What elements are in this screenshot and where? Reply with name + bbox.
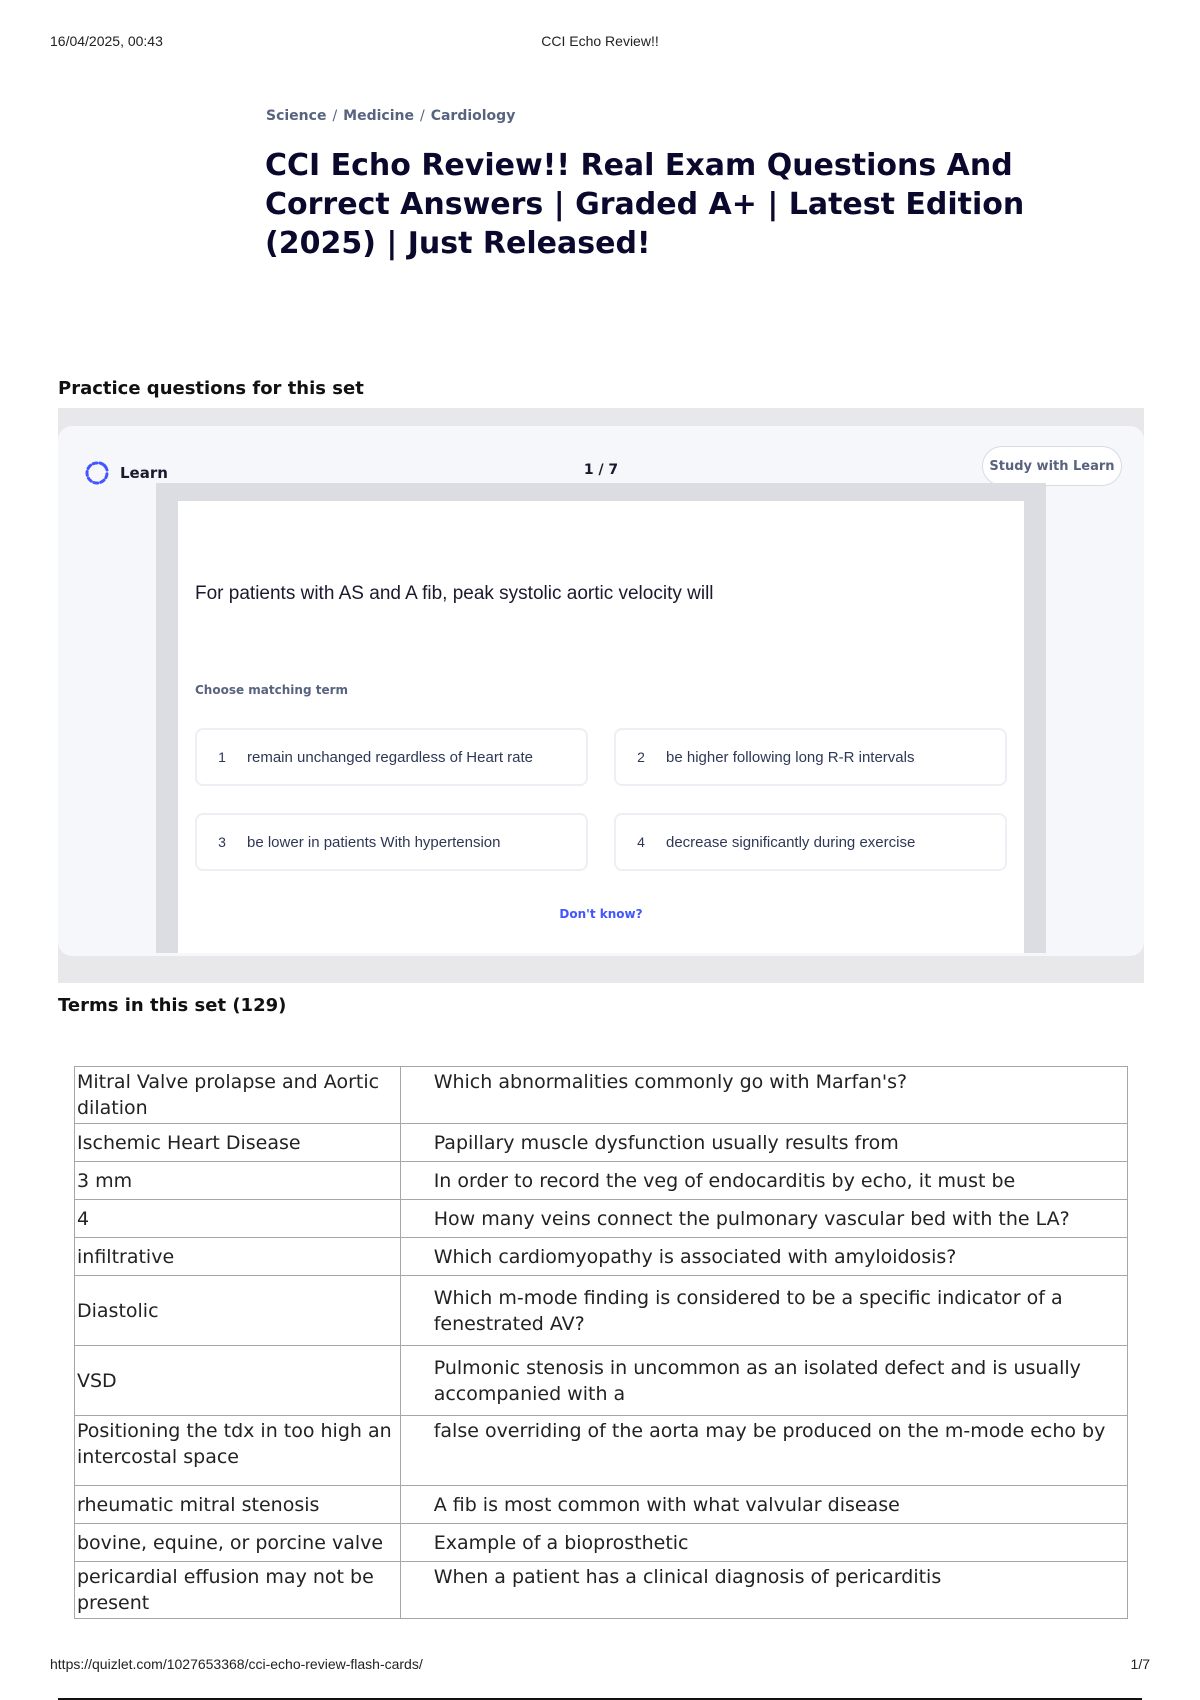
breadcrumb-separator: / <box>419 108 425 124</box>
term-cell: Diastolic <box>75 1276 401 1346</box>
print-page-number: 1/7 <box>1130 1656 1150 1672</box>
print-url: https://quizlet.com/1027653368/cci-echo-review-flash-cards/ <box>50 1656 423 1672</box>
option-number: 3 <box>218 834 226 850</box>
breadcrumb-item-cardiology[interactable]: Cardiology <box>430 108 516 124</box>
definition-cell: Example of a bioprosthetic <box>400 1524 1127 1562</box>
print-date: 16/04/2025, 00:43 <box>50 33 163 49</box>
option-text: be lower in patients With hypertension <box>247 833 501 851</box>
definition-cell: Which m-mode finding is considered to be a specific indicator of a fenestrated AV? <box>400 1276 1127 1346</box>
option-number: 2 <box>637 749 645 765</box>
table-row <box>75 1562 1128 1619</box>
term-cell: infiltrative <box>75 1238 401 1276</box>
breadcrumb-separator: / <box>332 108 338 124</box>
term-cell: pericardial effusion may not be present <box>75 1562 401 1619</box>
terms-heading: Terms in this set (129) <box>58 995 287 1016</box>
table-row <box>75 1524 1128 1562</box>
breadcrumb <box>266 108 515 124</box>
definition-cell: In order to record the veg of endocarditis by echo, it must be <box>400 1162 1127 1200</box>
answer-option-1[interactable] <box>195 728 588 786</box>
definition-cell: Papillary muscle dysfunction usually results from <box>400 1124 1127 1162</box>
table-row <box>75 1200 1128 1238</box>
learn-widget <box>58 408 1144 983</box>
question-prompt: For patients with AS and A fib, peak systolic aortic velocity will <box>195 583 714 604</box>
question-card <box>178 501 1024 953</box>
option-text: remain unchanged regardless of Heart rate <box>247 748 533 766</box>
answer-option-4[interactable] <box>614 813 1007 871</box>
answer-option-3[interactable] <box>195 813 588 871</box>
definition-cell: A fib is most common with what valvular disease <box>400 1486 1127 1524</box>
question-frame <box>156 483 1046 953</box>
term-cell: 3 mm <box>75 1162 401 1200</box>
definition-cell: Which abnormalities commonly go with Marfan's? <box>400 1067 1127 1124</box>
definition-cell: How many veins connect the pulmonary vascular bed with the LA? <box>400 1200 1127 1238</box>
print-header <box>50 33 1150 53</box>
table-row <box>75 1486 1128 1524</box>
print-footer <box>50 1656 1150 1676</box>
table-row <box>75 1416 1128 1486</box>
table-row <box>75 1238 1128 1276</box>
question-progress: 1 / 7 <box>583 462 619 478</box>
option-text: be higher following long R-R intervals <box>666 748 915 766</box>
definition-cell: Pulmonic stenosis in uncommon as an isolated defect and is usually accompanied with a <box>400 1346 1127 1416</box>
table-row <box>75 1162 1128 1200</box>
definition-cell: When a patient has a clinical diagnosis of pericarditis <box>400 1562 1127 1619</box>
terms-table <box>74 1066 1128 1619</box>
breadcrumb-item-medicine[interactable]: Medicine <box>343 108 414 124</box>
option-number: 1 <box>218 749 226 765</box>
page-title: CCI Echo Review!! Real Exam Questions And Correct Answers | Graded A+ | Latest Edition (2025) | Just Released! <box>265 148 1025 261</box>
learn-label-text: Learn <box>120 464 168 482</box>
choose-matching-term-label: Choose matching term <box>195 683 349 697</box>
practice-heading: Practice questions for this set <box>58 378 364 399</box>
term-cell: Ischemic Heart Disease <box>75 1124 401 1162</box>
term-cell: Positioning the tdx in too high an intercostal space <box>75 1416 401 1486</box>
print-doc-title: CCI Echo Review!! <box>541 33 659 49</box>
definition-cell: false overriding of the aorta may be produced on the m-mode echo by <box>400 1416 1127 1486</box>
answer-option-2[interactable] <box>614 728 1007 786</box>
term-cell: 4 <box>75 1200 401 1238</box>
breadcrumb-item-science[interactable]: Science <box>266 108 327 124</box>
term-cell: rheumatic mitral stenosis <box>75 1486 401 1524</box>
term-cell: Mitral Valve prolapse and Aortic dilation <box>75 1067 401 1124</box>
definition-cell: Which cardiomyopathy is associated with amyloidosis? <box>400 1238 1127 1276</box>
table-row <box>75 1346 1128 1416</box>
term-cell: VSD <box>75 1346 401 1416</box>
option-number: 4 <box>637 834 645 850</box>
study-with-learn-button[interactable]: Study with Learn <box>982 446 1122 486</box>
table-row <box>75 1067 1128 1124</box>
term-cell: bovine, equine, or porcine valve <box>75 1524 401 1562</box>
table-row <box>75 1276 1128 1346</box>
learn-card <box>58 426 1144 956</box>
option-text: decrease significantly during exercise <box>666 833 916 851</box>
table-row <box>75 1124 1128 1162</box>
dont-know-link[interactable]: Don't know? <box>559 907 643 921</box>
